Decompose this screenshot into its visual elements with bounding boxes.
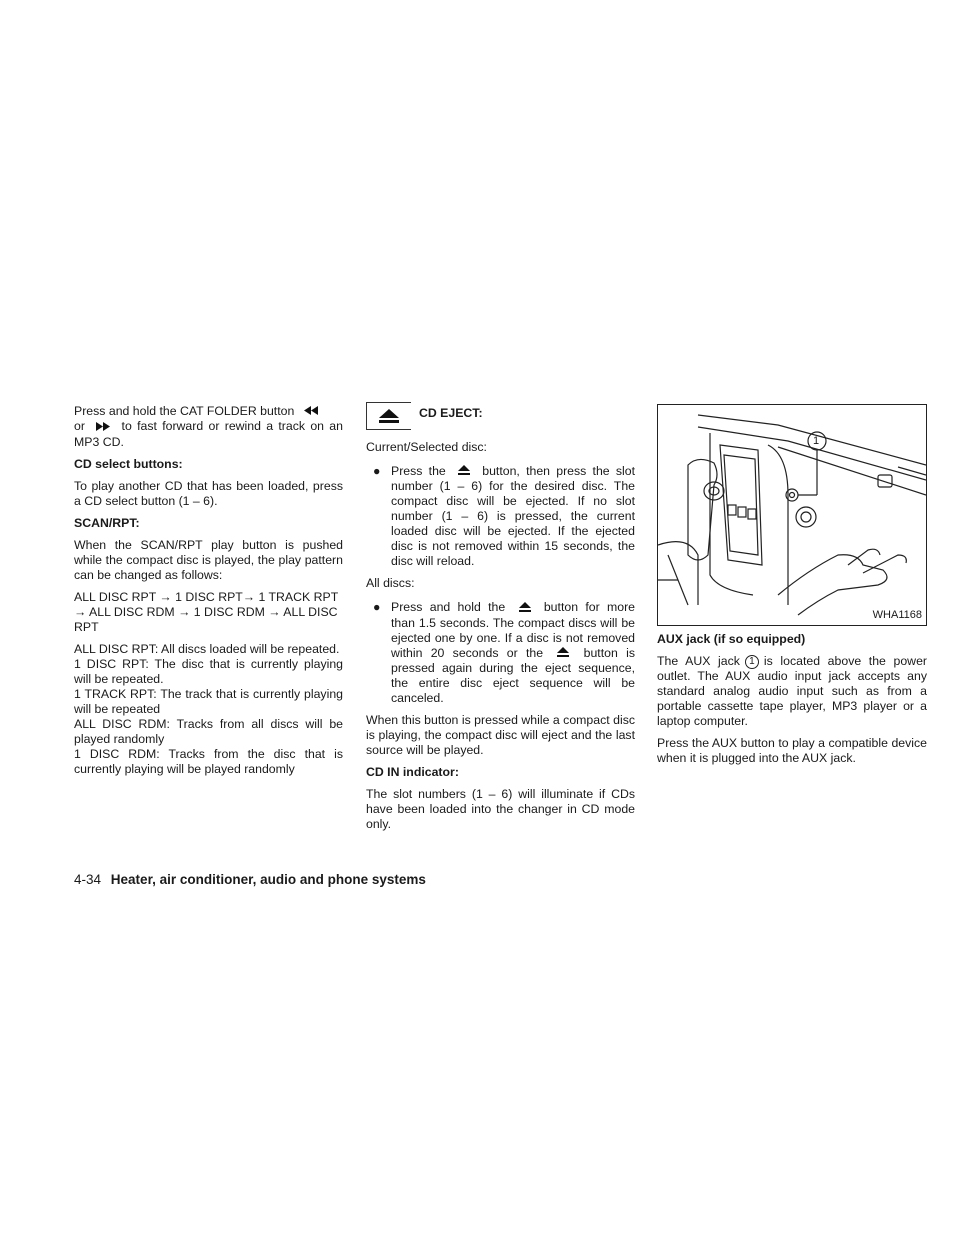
aux-jack-text: The AUX jack 1 is located above the power outlet. The AUX audio input jack accepts any standard analog audio input such as from a portable cassette tape player, MP3 player or a laptop computer. xyxy=(657,654,927,728)
definition-1-disc-rpt: 1 DISC RPT: The disc that is currently playing will be repeated. xyxy=(74,656,343,686)
eject-while-playing-text: When this button is pressed while a compact disc is playing, the compact disc will eject and the last source will be played. xyxy=(366,712,635,757)
cd-select-text: To play another CD that has been loaded, press a CD select button (1 – 6). xyxy=(74,478,343,508)
eject-icon xyxy=(379,409,399,423)
cd-eject-heading: CD EJECT: xyxy=(419,406,483,420)
page-footer xyxy=(74,872,426,887)
cat-folder-paragraph: Press and hold the CAT FOLDER button or to fast forward or rewind a track on an MP3 CD. xyxy=(74,404,343,449)
eject-button-icon-box xyxy=(366,402,411,430)
definition-all-disc-rpt: ALL DISC RPT: All discs loaded will be repeated. xyxy=(74,641,340,656)
column-left xyxy=(74,404,343,777)
eject-icon xyxy=(519,601,531,616)
section-title: Heater, air conditioner, audio and phone systems xyxy=(110,872,426,887)
bullet-dot: ● xyxy=(373,600,381,615)
all-discs-label: All discs: xyxy=(366,576,415,591)
eject-icon xyxy=(458,464,470,479)
cd-select-heading: CD select buttons: xyxy=(74,456,183,471)
fast-forward-icon xyxy=(96,420,110,435)
definition-1-disc-rdm: 1 DISC RDM: Tracks from the disc that is currently playing will be played randomly xyxy=(74,746,343,776)
eject-icon xyxy=(557,646,569,661)
aux-button-text: Press the AUX button to play a compatible device when it is plugged into the AUX jack. xyxy=(657,736,927,765)
scan-rpt-sequence: ALL DISC RPT → 1 DISC RPT→ 1 TRACK RPT → ALL DISC RDM → 1 DISC RDM → ALL DISC RPT xyxy=(74,589,338,634)
bullet-all-discs: ● Press and hold the button for more than 1.5 seconds. The compact discs will be ejected one by one. If a disc is not removed within 20 seconds or the button is pressed again during the eject sequence, the entire disc eject sequence will be canceled. xyxy=(373,600,636,705)
bullet-current-disc: ● Press the button, then press the slot number (1 – 6) for the desired disc. The compact disc will be ejected. If no slot number (1 – 6) is pressed, the current loaded disc will be ejected. If the ejected disc is not removed within 15 seconds, the disc will reload. xyxy=(373,464,635,569)
scan-rpt-heading: SCAN/RPT: xyxy=(74,515,140,530)
cd-eject-header xyxy=(366,404,635,430)
aux-jack-heading: AUX jack (if so equipped) xyxy=(657,632,806,646)
definition-all-disc-rdm: ALL DISC RDM: Tracks from all discs will be played randomly xyxy=(74,716,343,746)
cd-in-indicator-heading: CD IN indicator: xyxy=(366,764,459,779)
page-number: 4-34 xyxy=(74,872,102,887)
cd-in-indicator-text: The slot numbers (1 – 6) will illuminate if CDs have been loaded into the changer in CD mode only. xyxy=(366,786,635,831)
dashboard-line-drawing xyxy=(658,405,926,625)
figure-code: WHA1168 xyxy=(872,609,922,621)
scan-rpt-text: When the SCAN/RPT play button is pushed while the compact disc is played, the play pattern can be changed as follows: xyxy=(74,537,343,582)
rewind-icon xyxy=(304,404,318,419)
callout-circle-1: 1 xyxy=(745,655,759,669)
current-disc-label: Current/Selected disc: xyxy=(366,440,487,454)
column-middle xyxy=(366,404,635,839)
column-right xyxy=(657,404,927,773)
definition-1-track-rpt: 1 TRACK RPT: The track that is currently playing will be repeated xyxy=(74,686,343,716)
aux-jack-illustration xyxy=(657,404,927,626)
figure-callout-number: 1 xyxy=(813,435,820,447)
bullet-dot: ● xyxy=(373,464,381,478)
